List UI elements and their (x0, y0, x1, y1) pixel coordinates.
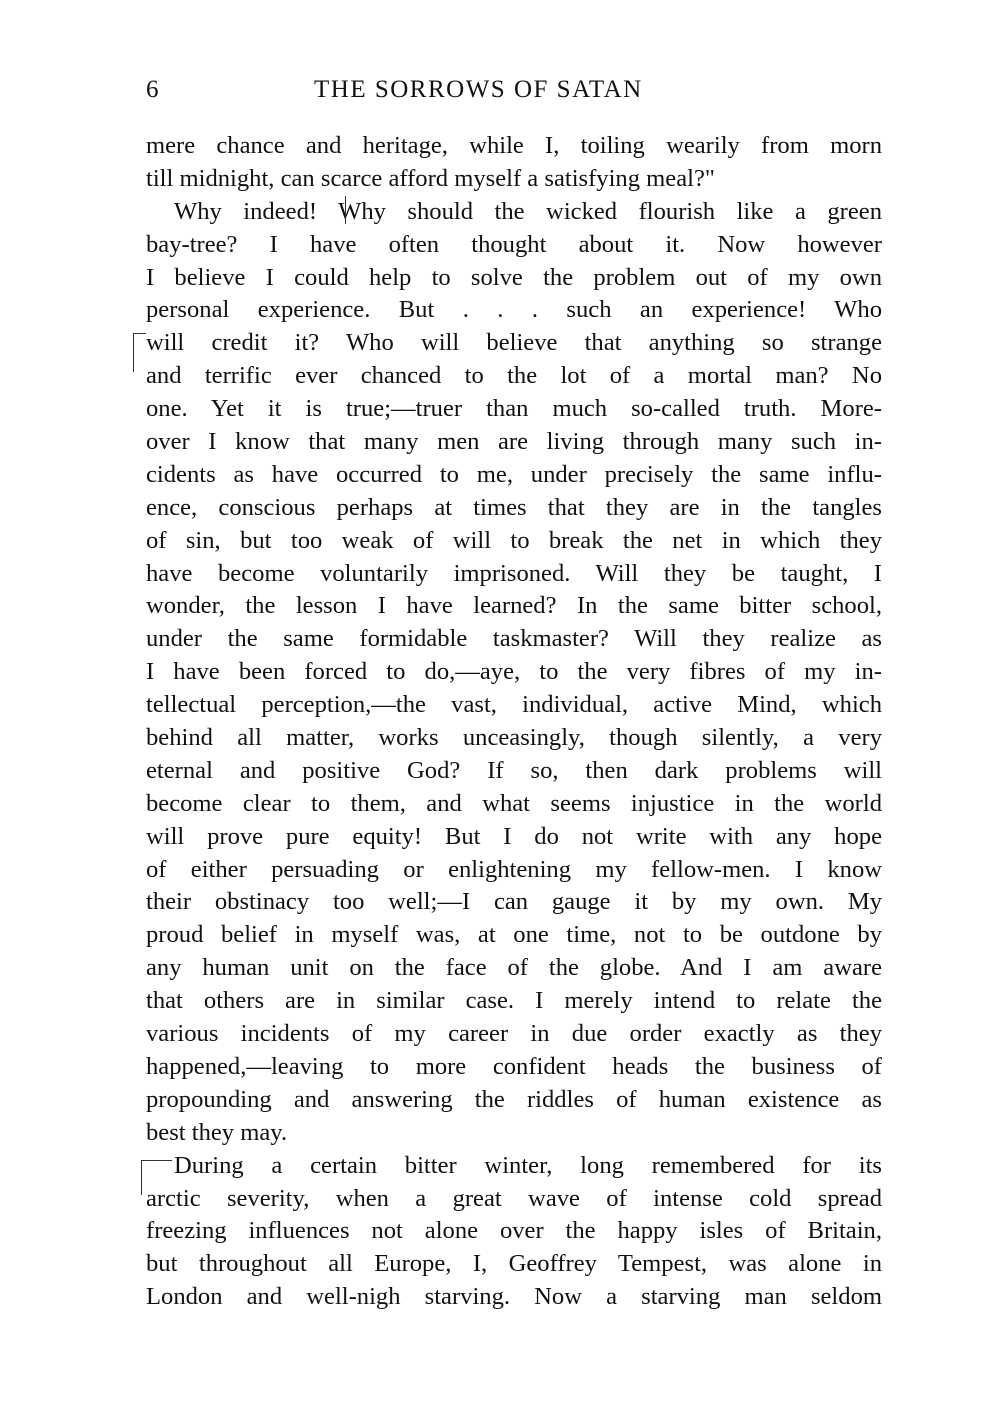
text-line: but throughout all Europe, I, Geoffrey Tempest, was alone in (146, 1250, 882, 1278)
text-line: proud belief in myself was, at one time, not to be outdone by (146, 921, 882, 949)
text-line: best they may. (146, 1118, 288, 1146)
paragraph-mark (133, 333, 146, 372)
text-line: till midnight, can scarce afford myself a satisfying meal?" (146, 164, 715, 192)
text-line: will credit it? Who will believe that anything so strange (146, 329, 882, 357)
text-line: mere chance and heritage, while I, toiling wearily from morn (146, 132, 882, 159)
text-line: wonder, the lesson I have learned? In the same bitter school, (146, 592, 882, 620)
text-line: become clear to them, and what seems injustice in the world (146, 789, 882, 817)
text-line: any human unit on the face of the globe. And I am aware (146, 954, 882, 982)
text-line: and terrific ever chanced to the lot of a mortal man? No (146, 362, 882, 390)
body-text (146, 130, 882, 1314)
text-line: their obstinacy too well;—I can gauge it by my own. My (146, 888, 882, 916)
text-line: freezing influences not alone over the happy isles of Britain, (146, 1217, 882, 1245)
text-line: will prove pure equity! But I do not write with any hope (146, 822, 882, 850)
text-line: London and well-nigh starving. Now a starving man seldom (146, 1283, 882, 1311)
text-line: personal experience. But . . . such an experience! Who (146, 296, 882, 324)
text-line: Why indeed! Why should the wicked flourish like a green (174, 197, 882, 225)
text-line: have become voluntarily imprisoned. Will they be taught, I (146, 559, 882, 587)
text-line: arctic severity, when a great wave of intense cold spread (146, 1184, 882, 1212)
text-line: one. Yet it is true;—truer than much so-called truth. More- (146, 395, 882, 423)
pen-stroke-mark (345, 196, 346, 224)
text-line: under the same formidable taskmaster? Will they realize as (146, 625, 882, 653)
text-line: that others are in similar case. I merely intend to relate the (146, 987, 882, 1015)
text-line: cidents as have occurred to me, under precisely the same influ- (146, 460, 882, 488)
text-line: eternal and positive God? If so, then dark problems will (146, 756, 882, 784)
text-line: over I know that many men are living through many such in- (146, 428, 882, 456)
text-line: bay-tree? I have often thought about it. Now however (146, 230, 882, 258)
text-line: I believe I could help to solve the problem out of my own (146, 263, 882, 291)
text-line: tellectual perception,—the vast, individual, active Mind, which (146, 691, 882, 719)
text-line: of sin, but too weak of will to break the net in which they (146, 526, 882, 554)
text-line: propounding and answering the riddles of human existence as (146, 1085, 882, 1113)
text-line: happened,—leaving to more confident heads the business of (146, 1052, 882, 1080)
text-line: behind all matter, works unceasingly, though silently, a very (146, 724, 882, 752)
page-number: 6 (146, 76, 160, 103)
text-line: of either persuading or enlightening my fellow-men. I know (146, 855, 882, 883)
text-line: During a certain bitter winter, long remembered for its (174, 1151, 882, 1179)
paragraph-mark (141, 1160, 172, 1195)
text-line: various incidents of my career in due order exactly as they (146, 1020, 882, 1048)
text-line: I have been forced to do,—aye, to the very fibres of my in- (146, 658, 882, 686)
text-line: ence, conscious perhaps at times that they are in the tangles (146, 493, 882, 521)
running-title: THE SORROWS OF SATAN (314, 76, 643, 103)
page-header (146, 76, 882, 108)
